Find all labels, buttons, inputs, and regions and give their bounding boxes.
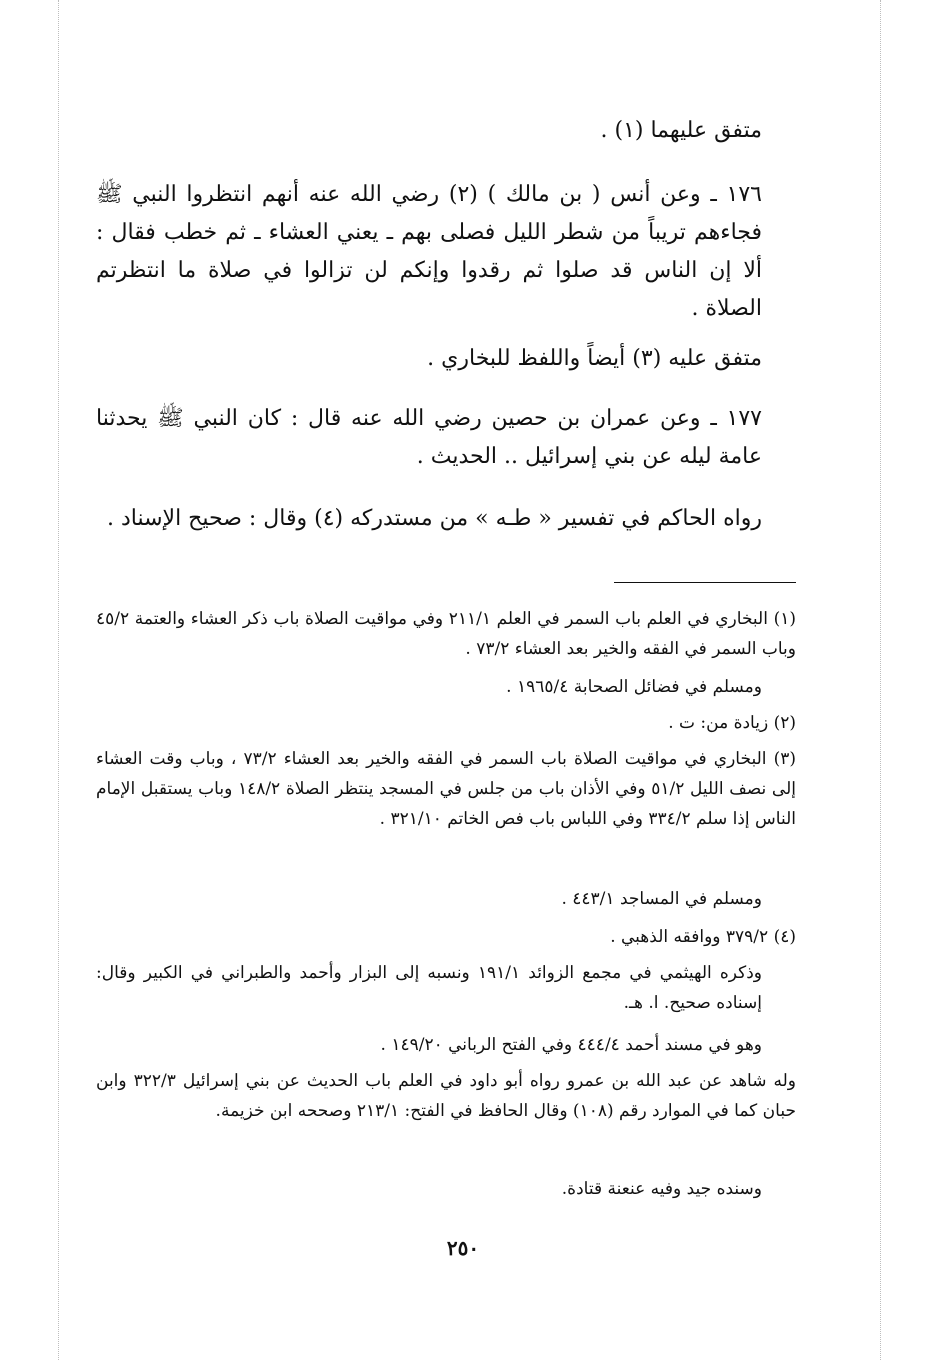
paragraph-muttafaq-1: متفق عليهما (١) . [600, 118, 762, 143]
hadith-176: ١٧٦ ـ وعن أنس ( بن مالك ) (٢) رضي الله عنه أنهم انتظروا النبي ﷺ فجاءهم تريباً من شطر الليل فصلى بهم ـ يعني العشاء ـ ثم خطب فقال : ألا إن الناس قد صلوا ثم رقدوا وإنكم لن تزالوا في صلاة ما انتظرتم الصلاة . [96, 182, 762, 321]
footnote-4-ahmad: وهو في مسند أحمد ٤٤٤/٤ وفي الفتح الرباني ١٤٩/٢٠ . [380, 1035, 762, 1055]
scan-artifact-line [58, 0, 59, 1360]
footnote-1: (١) البخاري في العلم باب السمر في العلم ٢١١/١ وفي مواقيت الصلاة باب ذكر العشاء والعتمة ٤٥/٢ وباب السمر في الفقه والخير بعد العشاء ٧٣/٢ . [96, 609, 796, 659]
hadith-177: ١٧٧ ـ وعن عمران بن حصين رضي الله عنه قال : كان النبي ﷺ يحدثنا عامة ليله عن بني إسرائيل .. الحديث . [96, 406, 762, 469]
footnote-divider [614, 582, 796, 583]
page-number: ٢٥٠ [446, 1236, 480, 1260]
footnote-4-shahid: وله شاهد عن عبد الله بن عمرو رواه أبو داود في العلم باب الحديث عن بني إسرائيل ٣٢٢/٣ وابن حبان كما في الموارد رقم (١٠٨) وقال الحافظ في الفتح: ٢١٣/١ وصححه ابن خزيمة. [96, 1071, 796, 1121]
paragraph-muttafaq-2: متفق عليه (٣) أيضاً واللفظ للبخاري . [427, 346, 762, 371]
footnote-4-sanad: وسنده جيد وفيه عنعنة قتادة. [561, 1179, 762, 1199]
footnote-1-muslim: ومسلم في فضائل الصحابة ١٩٦٥/٤ . [506, 677, 762, 697]
scan-artifact-line [880, 0, 881, 1360]
footnote-3-muslim: ومسلم في المساجد ٤٤٣/١ . [561, 889, 762, 909]
footnote-2: (٢) زيادة من: ت . [668, 713, 796, 733]
footnote-3: (٣) البخاري في مواقيت الصلاة باب السمر في الفقه والخير بعد العشاء ٧٣/٢ ، وباب وقت العشاء إلى نصف الليل ٥١/٢ وفي الأذان باب من جلس في المسجد ينتظر الصلاة ١٤٨/٢ وباب يستقبل الإمام الناس إذا سلم ٣٣٤/٢ وفي اللباس باب فص الخاتم ٣٢١/١٠ . [96, 749, 796, 829]
footnote-4: (٤) ٣٧٩/٢ ووافقه الذهبي . [610, 927, 796, 947]
footnote-4-haythami: وذكره الهيثمي في مجمع الزوائد ١٩١/١ ونسبه إلى البزار وأحمد والطبراني في الكبير وقال: إسناده صحيح. ا. هـ. [96, 963, 762, 1013]
paragraph-hakim: رواه الحاكم في تفسير « طـه » من مستدركه (٤) وقال : صحيح الإسناد . [106, 506, 762, 531]
